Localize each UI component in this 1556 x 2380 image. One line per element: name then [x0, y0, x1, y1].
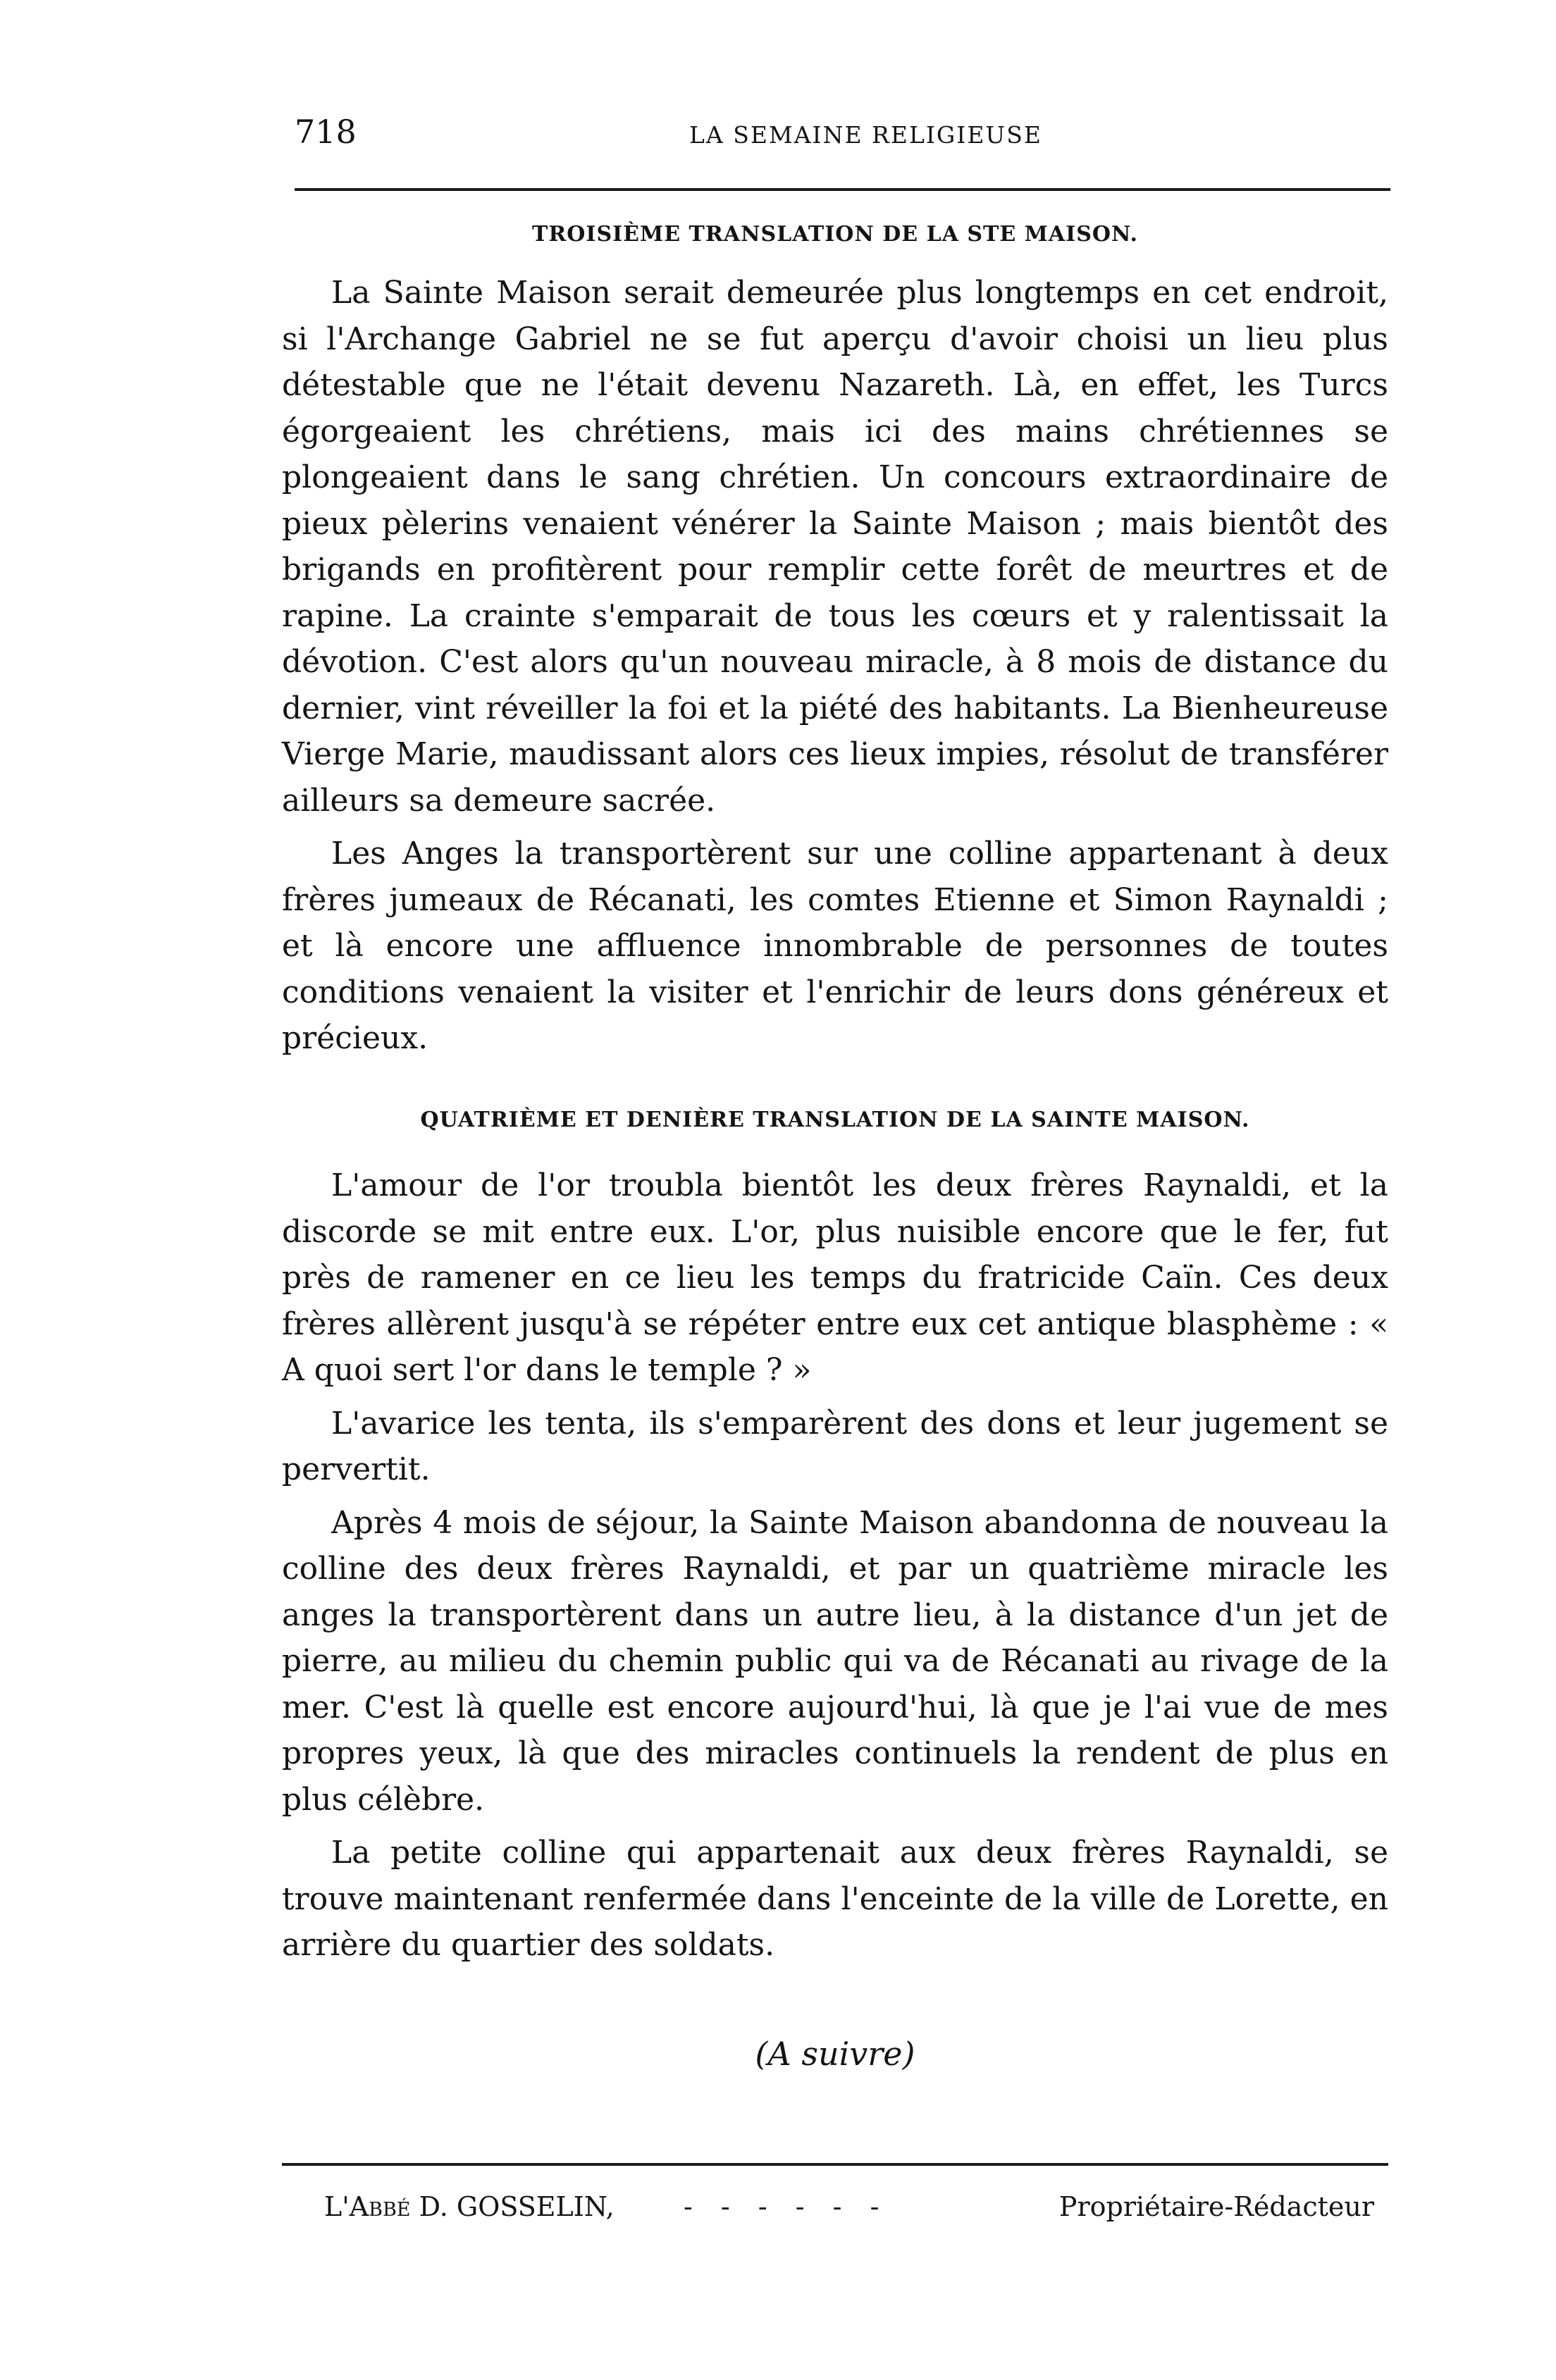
footer-dashes: - - - - - -: [684, 2191, 889, 2222]
footer-author: L'Abbé D. GOSSELIN,: [324, 2191, 615, 2222]
paragraph: Les Anges la transportèrent sur une colline appartenant à deux frères jumeaux de Récanati, les comtes Etienne et Simon Raynaldi ; et là encore une affluence innombrable de personnes de toutes conditions venaient la visiter et l'enrichir de leurs dons généreux et précieux.: [282, 836, 1388, 1056]
paragraph: L'avarice les tenta, ils s'emparèrent des dons et leur jugement se pervertit.: [282, 1405, 1388, 1487]
section-fourth-body: [282, 1163, 1388, 1976]
paragraph: La petite colline qui appartenait aux deux frères Raynaldi, se trouve maintenant renfermée dans l'enceinte de la ville de Lorette, en arrière du quartier des soldats.: [282, 1835, 1388, 1963]
section-heading-fourth-translation: QUATRIÈME ET DENIÈRE TRANSLATION DE LA SAINTE MAISON.: [420, 1108, 1250, 1132]
page-header: [295, 113, 1390, 162]
paragraph: L'amour de l'or troubla bientôt les deux frères Raynaldi, et la discorde se mit entre eux. L'or, plus nuisible encore que le fer, fut près de ramener en ce lieu les temps du fratricide Caïn. Ces deux frères allèrent jusqu'à se répéter entre eux cet antique blasphème : « A quoi sert l'or dans le temple ? »: [282, 1167, 1388, 1388]
page-number: 718: [295, 113, 357, 151]
footer-rule: [282, 2163, 1388, 2166]
section-third-body: [282, 270, 1388, 1069]
section-heading-third-translation: TROISIÈME TRANSLATION DE LA STE MAISON.: [532, 222, 1138, 247]
page-footer: [282, 2191, 1388, 2233]
running-title: LA SEMAINE RELIGIEUSE: [689, 121, 1042, 149]
paragraph: La Sainte Maison serait demeurée plus longtemps en cet endroit, si l'Archange Gabriel ne se fut aperçu d'avoir choisi un lieu plus détestable que ne l'était devenu Nazareth. Là, en effet, les Turcs égorgeaient les chrétiens, mais ici des mains chrétiennes se plongeaient dans le sang chrétien. Un concours extraordinaire de pieux pèlerins venaient vénérer la Sainte Maison ; mais bientôt des brigands en profitèrent pour remplir cette forêt de meurtres et de rapine. La crainte s'emparait de tous les cœurs et y ralentissait la dévotion. C'est alors qu'un nouveau miracle, à 8 mois de distance du dernier, vint réveiller la foi et la piété des habitants. La Bienheureuse Vierge Marie, maudissant alors ces lieux impies, résolut de transférer ailleurs sa demeure sacrée.: [282, 275, 1388, 819]
to-be-continued: (A suivre): [755, 2035, 915, 2073]
header-rule: [295, 188, 1390, 191]
paragraph: Après 4 mois de séjour, la Sainte Maison abandonna de nouveau la colline des deux frères Raynaldi, et par un quatrième miracle les anges la transportèrent dans un autre lieu, à la distance d'un jet de pierre, au milieu du chemin public qui va de Récanati au rivage de la mer. C'est là quelle est encore aujourd'hui, là que je l'ai vue de mes propres yeux, là que des miracles continuels la rendent de plus en plus célèbre.: [282, 1504, 1388, 1818]
footer-role: Propriétaire-Rédacteur: [1058, 2191, 1374, 2222]
